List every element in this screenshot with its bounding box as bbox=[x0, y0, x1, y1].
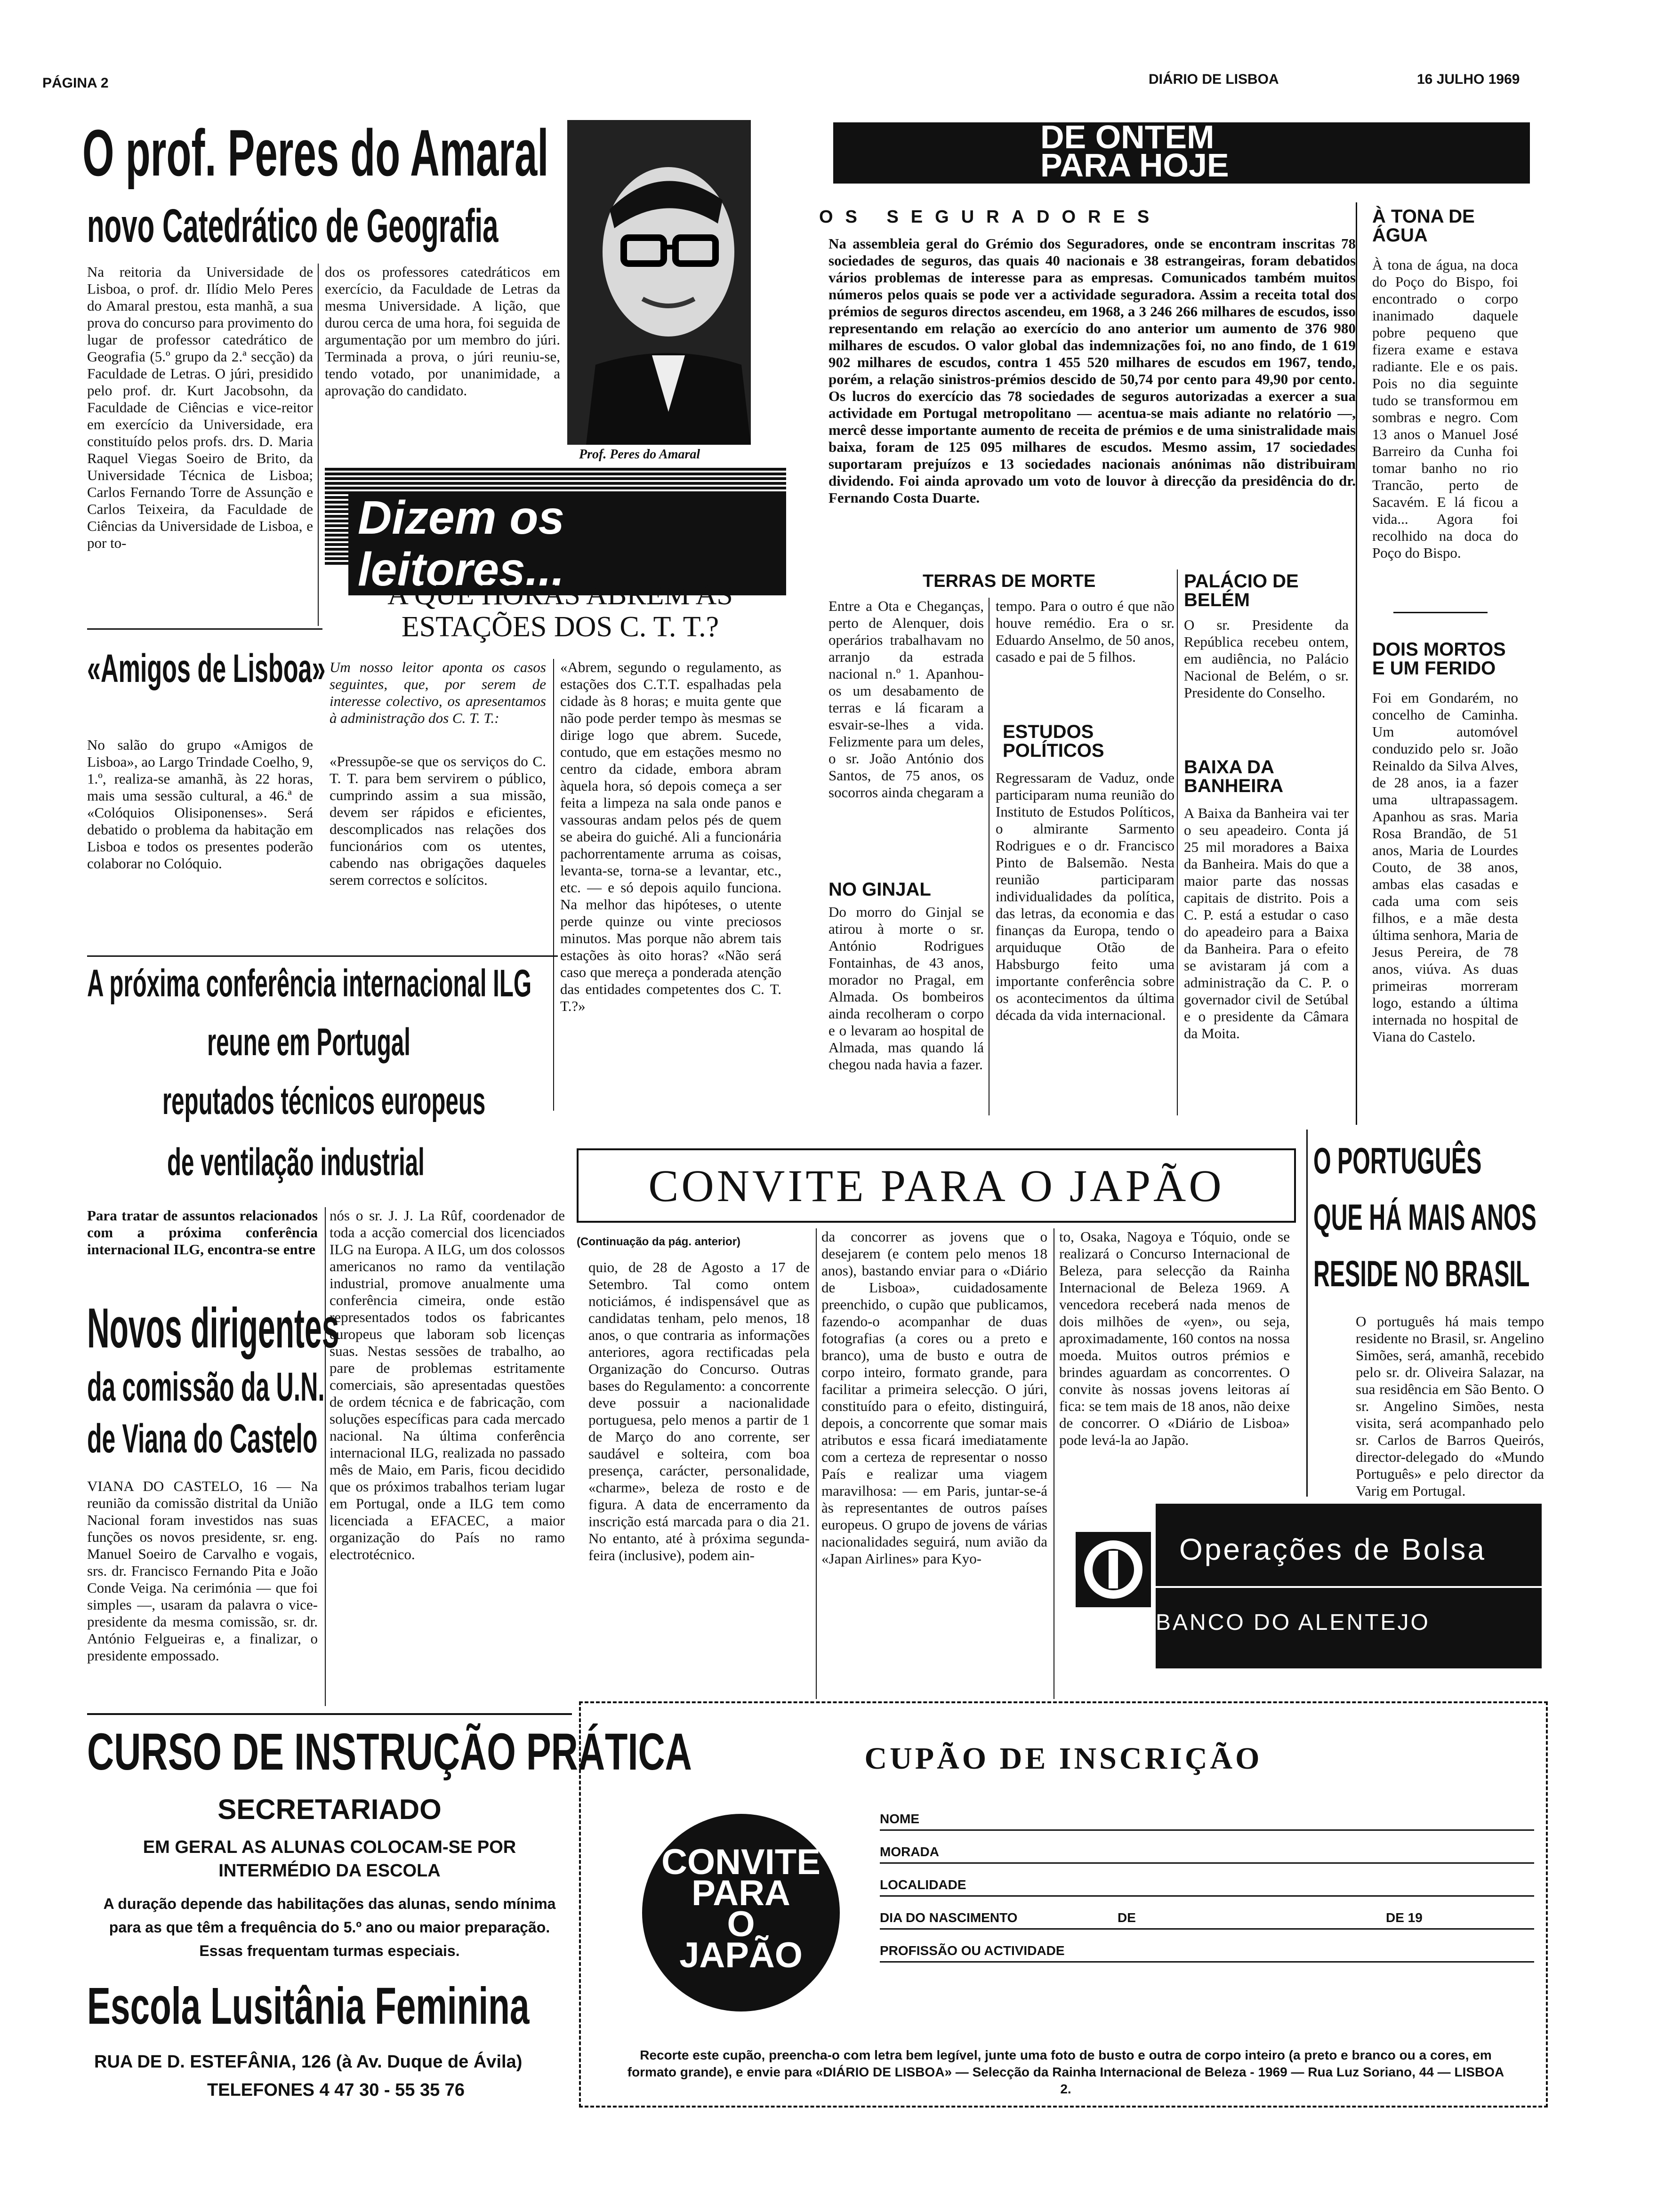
japao-continuation: (Continuação da pág. anterior) bbox=[577, 1235, 741, 1248]
seguradores-text: Na assembleia geral do Grémio dos Seguradores, onde se encontram inscritas 78 sociedades de seguros, das quais 40 nacionais e 38 estrangeiras, foram debatidos vários problemas de interesse para as empresas. Comunicados também muitos números pelos quais se pode ver a actividade seguradora. Assim a receita total dos prémios de seguros directos ascendeu, em 1968, a 3 246 266 milhares de escudos, isso representando em relação ao exercício do ano anterior um aumento de 376 980 milhares de escudos. O valor global das indemnizações foi, no ano findo, de 1 619 902 milhares de escudos, contra 1 455 520 milhares de escudos em 1967, tendo, porém, a relação sinistros-prémios descido de 50,74 por cento para 49,90 por cento. Os lucros do exercício das 78 sociedades de seguros autorizadas a exercer a sua actividade em Portugal metropolitano — acentua-se mais adiante no relatório —, mercê desse importante aumento de receita de prémios e de uma sinistralidade mais baixa, foram de 125 095 milhares de escudos. Mesmo assim, 17 sociedades suportaram prejuízos e 13 sociedades nacionais anónimas não distribuiram dividendo. Foi ainda aprovado um voto de louvor à direcção da presidência do dr. Fernando Costa Duarte. bbox=[828, 235, 1356, 506]
bolsa-title: Operações de Bolsa bbox=[1179, 1532, 1486, 1566]
cupao-logo-line-4: JAPÃO bbox=[679, 1935, 803, 1975]
ilg-headline-2: reune em Portugal bbox=[207, 1021, 410, 1064]
ilg-column-2: nós o sr. J. J. La Rûf, coordenador de toda a acção comercial dos licenciados ILG na Europa. A ILG, um dos colossos americanos no ramo da ventilação industrial, promove anualmente uma conferência cimeira, onde estão representados todos os fabricantes europeus que laboram sob licenças suas. Nestas sessões de trabalho, ao pare de problemas estritamente comerciais, são apresentadas questões de ordem técnica e de fabricação, com soluções específicas para cada mercado nacional. Na última conferência internacional ILG, realizada no passado mês de Maio, em Paris, ficou decidido que os próximos trabalhos teriam lugar em Portugal, onde a ILG tem como licenciada a EFACEC, a maior organização do País no ramo electrotécnico. bbox=[330, 1207, 565, 1563]
page-number: PÁGINA 2 bbox=[42, 75, 109, 91]
ilg-column-1: Para tratar de assuntos relacionados com a próxima conferência internacional ILG, encontra-se entre bbox=[87, 1207, 318, 1258]
terras-text-b: tempo. Para o outro é que não houve remédio. Era o sr. Eduardo Anselmo, de 50 anos, casado e pai de 5 filhos. bbox=[996, 598, 1174, 665]
amigos-headline: «Amigos de Lisboa» bbox=[87, 646, 326, 690]
leitores-headline: A QUE HORAS ABREM AS ESTAÇÕES DOS C. T. T.? bbox=[387, 579, 733, 643]
palacio-text: O sr. Presidente da República recebeu ontem, em audiência, no Palácio Nacional de Belém, o sr. Presidente do Conselho. bbox=[1184, 617, 1349, 701]
school-phones: TELEFONES 4 47 30 - 55 35 76 bbox=[207, 2080, 465, 2100]
ontem-banner bbox=[833, 119, 1530, 184]
peres-column-2: dos os professores catedráticos em exercício, da Faculdade de Letras da mesma Universidade. A lição, que durou cerca de uma hora, foi seguida de argumentação por um membro do júri. Terminada a prova, o júri reuniu-se, tendo votado, por unanimidade, a aprovação do candidato. bbox=[325, 264, 560, 399]
curso-line-2: A duração depende das habilitações das alunas, sendo mínima para as que têm a frequência do 5.º ano ou maior preparação. Essas frequentam turmas especiais. bbox=[103, 1895, 556, 1959]
peres-subheadline: novo Catedrático de Geografia bbox=[87, 200, 499, 252]
japao-column-3: to, Osaka, Nagoya e Tóquio, onde se realizará o Concurso Internacional de Beleza, para selecção da Rainha Internacional de Beleza 1969. A vencedora receberá nada menos de dois milhões de «yen», ou seja, aproximadamente, 160 contos na nossa moeda. Muitos outros prémios e brindes aguardam as concorrentes. O convite às nossas jovens leitoras aí fica: se tem mais de 18 anos, não deixe de concorrer. O «Diário de Lisboa» pode levá-la ao Japão. bbox=[1059, 1228, 1290, 1448]
portugues-headline-2: QUE HÁ MAIS ANOS bbox=[1313, 1196, 1536, 1238]
ontem-banner-line-1: DE ONTEM bbox=[1040, 119, 1215, 155]
leitores-banner-text: Dizem os leitores... bbox=[348, 492, 786, 595]
palacio-title: PALÁCIO DE BELÉM bbox=[1184, 571, 1299, 610]
field-nascimento-de: DE bbox=[1118, 1910, 1136, 1925]
ilg-headline-1: A próxima conferência internacional ILG bbox=[87, 962, 532, 1005]
dois-title: DOIS MORTOS E UM FERIDO bbox=[1372, 639, 1506, 679]
japao-title-box bbox=[577, 1148, 1296, 1223]
tona-title: À TONA DE ÁGUA bbox=[1372, 206, 1475, 246]
field-nascimento[interactable]: DIA DO NASCIMENTO bbox=[880, 1910, 1534, 1930]
estudos-title: ESTUDOS POLÍTICOS bbox=[1003, 721, 1104, 761]
school-address: RUA DE D. ESTEFÂNIA, 126 (à Av. Duque de Ávila) bbox=[94, 2052, 523, 2072]
baixa-text: A Baixa da Banheira vai ter o seu apeadeiro. Conta já 25 mil moradores a Baixa da Banheira. Mais do que a maior parte das nossas capitais de distrito. Pois a C. P. está a estudar o caso do apeadeiro para a Baixa da Banheira. Para o efeito se avistaram já com a administração da C. P. o governador civil de Setúbal e o presidente da Câmara da Moita. bbox=[1184, 805, 1349, 1042]
estudos-text: Regressaram de Vaduz, onde participaram numa reunião do Instituto de Estudos Políticos, o almirante Sarmento Rodrigues e o dr. Francisco Pinto de Balsemão. Nesta reunião participaram individualidades da política, das letras, da economia e das finanças da Europa, tendo o arquiduque Otão de Habsburgo feito uma importante conferência sobre os acontecimentos da última década da vida internacional. bbox=[996, 769, 1174, 1023]
terras-title: TERRAS DE MORTE bbox=[923, 571, 1096, 591]
portrait-caption: Prof. Peres do Amaral bbox=[579, 447, 700, 462]
japao-column-1: quio, de 28 de Agosto a 17 de Setembro. Tal como ontem noticiámos, é indispensável que as candidatas tenham, pelo menos, 18 anos, o que contraria as informações anteriores, agora rectificadas pela Organização do Concurso. Outras bases do Regulamento: a concorrente deve possuir a nacionalidade portuguesa, pelo menos a partir de 1 de Março do ano corrente, ser saudável e solteira, com boa presença, carácter, personalidade, «charme», beleza de rosto e de figura. A data de encerramento da inscrição está marcada para o dia 21. No entanto, até à próxima segunda-feira (inclusive), podem ain- bbox=[588, 1259, 810, 1563]
ginjal-text: Do morro do Ginjal se atirou à morte o sr. António Rodrigues Fontainhas, de 43 anos, morador no Pragal, em Almada. Os bombeiros ainda recolheram o corpo e o levaram ao hospital de Almada, mas quando lá chegou nada havia a fazer. bbox=[828, 904, 984, 1073]
ilg-headline-4: de ventilação industrial bbox=[167, 1141, 425, 1184]
seguradores-title: OS SEGURADORES bbox=[819, 207, 1162, 227]
field-nome[interactable]: NOME bbox=[880, 1811, 1534, 1831]
terras-text-a: Entre a Ota e Cheganças, perto de Alenquer, dois operários trabalhavam no arranjo da estrada nacional n.º 1. Apanhou-os um desabamento de terras e lá ficaram a esvair-se-lhes a vida. Felizmente para um deles, o sr. João António dos Santos, de 75 anos, os socorros ainda chegaram a bbox=[828, 598, 984, 801]
dois-text: Foi em Gondarém, no concelho de Caminha. Um automóvel conduzido pelo sr. João Reinaldo da Silva Alves, de 28 anos, ia a fazer uma ultrapassagem. Apanhou as sras. Maria Rosa Brandão, de 51 anos, Maria de Lourdes Couto, de 38 anos, ambas elas casadas e cada uma com seis filhos, e a mãe desta última senhora, Maria de Jesus Pereira, de 78 anos, viúva. As duas primeiras morreram logo, estando a última internada no hospital de Viana do Castelo. bbox=[1372, 689, 1518, 1045]
cupao-logo-line-2: PARA bbox=[692, 1873, 790, 1913]
portrait-photo bbox=[567, 120, 751, 445]
cupao-logo-line-3: O bbox=[727, 1904, 755, 1944]
ontem-banner-line-2: PARA HOJE bbox=[1040, 147, 1229, 184]
viana-headline-2: da comissão da U.N. bbox=[87, 1364, 325, 1410]
cupao-instructions: Recorte este cupão, preencha-o com letra bem legível, junte uma foto de busto e outra de corpo inteiro (a preto e branco ou a cores, em formato grande), e envie para «DIÁRIO DE LISBOA» — Selecção da Rainha Internacional de Beleza - 1969 — Rua Luz Soriano, 44 — LISBOA 2. bbox=[627, 2048, 1504, 2096]
ilg-headline-3: reputados técnicos europeus bbox=[162, 1080, 486, 1122]
viana-headline-3: de Viana do Castelo bbox=[87, 1416, 318, 1461]
peres-headline: O prof. Peres do Amaral bbox=[82, 116, 549, 190]
newspaper-name: DIÁRIO DE LISBOA bbox=[1149, 72, 1279, 87]
cupao-title: CUPÃO DE INSCRIÇÃO bbox=[864, 1741, 1263, 1776]
curso-line-1: EM GERAL AS ALUNAS COLOCAM-SE POR INTERMÉDIO DA ESCOLA bbox=[143, 1837, 516, 1881]
curso-subheadline: SECRETARIADO bbox=[217, 1794, 442, 1825]
curso-headline: CURSO DE INSTRUÇÃO PRÁTICA bbox=[87, 1723, 692, 1781]
ginjal-title: NO GINJAL bbox=[828, 879, 931, 900]
bolsa-ad bbox=[1071, 1504, 1542, 1668]
portugues-headline-3: RESIDE NO BRASIL bbox=[1313, 1253, 1530, 1294]
leitores-column-1: «Pressupõe-se que os serviços do C. T. T. para bem servirem o público, cumprindo assim a sua missão, devem ser rápidos e eficientes, descomplicados nas relações dos funcionários com os utentes, cabendo nas obrigações daqueles serem correctos e solícitos. bbox=[330, 753, 546, 888]
leitores-banner bbox=[325, 466, 786, 596]
cupao-logo bbox=[642, 1814, 840, 2012]
bolsa-logo bbox=[1071, 1504, 1156, 1668]
tona-text: À tona de água, na doca do Poço do Bispo, foi encontrado o corpo inanimado daquele pobre pequeno que fizera exame e estava radiante. Ele e os pais. Pois no dia seguinte tudo se transformou em sombras e negro. Com 13 anos o Manuel José Barreiro da Cunha foi tomar banho no rio Trancão, perto de Sacavém. E lá ficou a vida... Agora foi recolhido na doca do Poço do Bispo. bbox=[1372, 256, 1518, 561]
japao-headline: CONVITE PARA O JAPÃO bbox=[648, 1161, 1224, 1211]
portugues-text: O português há mais tempo residente no Brasil, sr. Angelino Simões, será, amanhã, recebido pelo sr. dr. Oliveira Salazar, na sua residência em São Bento. O sr. Angelino Simões, nesta visita, será acompanhado pelo sr. Carlos de Barros Queirós, director-delegado do «Mundo Português» e pelo director da Varig em Portugal. bbox=[1356, 1313, 1544, 1499]
field-morada[interactable]: MORADA bbox=[880, 1844, 1534, 1864]
leitores-intro: Um nosso leitor aponta os casos seguintes, que, por serem de interesse colectivo, os apresentamos à administração dos C. T. T.: bbox=[330, 659, 546, 726]
bolsa-bank: BANCO DO ALENTEJO bbox=[1156, 1610, 1430, 1635]
portugues-headline-1: O PORTUGUÊS bbox=[1313, 1140, 1482, 1181]
viana-headline-1: Novos dirigentes bbox=[87, 1297, 339, 1360]
viana-text: VIANA DO CASTELO, 16 — Na reunião da comissão distrital da União Nacional foram investidos nas suas funções os novos presidente, sr. eng. Manuel Soeiro de Carvalho e vogais, srs. dr. Francisco Fernando Pita e João Conde Veiga. Na cerimónia — que foi simples —, usaram da palavra o vice-presidente da mesma comissão, sr. dr. António Felgueiras e, a finalizar, o presidente empossado. bbox=[87, 1478, 318, 1664]
cupao-logo-line-1: CONVITE bbox=[661, 1842, 820, 1882]
field-profissao[interactable]: PROFISSÃO OU ACTIVIDADE bbox=[880, 1943, 1534, 1963]
cupao-box bbox=[579, 1701, 1548, 2108]
peres-column-1: Na reitoria da Universidade de Lisboa, o prof. dr. Ilídio Melo Peres do Amaral prestou, esta manhã, a sua prova do concurso para provimento do lugar de professor catedrático de Geografia (5.º grupo da 2.ª secção) da Faculdade de Letras. O júri, presidido pelo prof. dr. Kurt Jacobsohn, da Faculdade de Ciências e vice-reitor em exercício da Universidade, era constituído pelos profs. drs. D. Maria Raquel Viegas Soeiro de Brito, da Universidade Técnica de Lisboa; Carlos Fernando Torre de Assunção e Carlos Teixeira, da Faculdade de Ciências da Universidade de Lisboa, e por to- bbox=[87, 264, 313, 551]
school-name: Escola Lusitânia Feminina bbox=[87, 1977, 530, 2035]
field-localidade[interactable]: LOCALIDADE bbox=[880, 1877, 1534, 1897]
field-nascimento-year: DE 19 bbox=[1386, 1910, 1423, 1925]
baixa-title: BAIXA DA BANHEIRA bbox=[1184, 757, 1284, 796]
leitores-column-2: «Abrem, segundo o regulamento, as estações dos C.T.T. espalhadas pela cidade às 8 horas; e muita gente que não pode perder tempo às mesmas se dirige logo que abrem. Sucede, contudo, que em estações mesmo no centro da cidade, embora abram àquela hora, só depois começa a ser feita a limpeza na sala onde panos e vassouras andam pelos pés de quem se abeira do guiché. Ali a funcionária pachorrentamente arruma as coisas, levanta-se, torna-se a levantar, etc., etc. — e só depois aquilo funciona. Na melhor das hipóteses, o utente perde quinze ou vinte preciosos minutos. Mas porque não abrem tais estações às oito horas? «Não será caso que mereça a ponderada atenção das entidades competentes dos C. T. T.?» bbox=[560, 659, 781, 1014]
amigos-text: No salão do grupo «Amigos de Lisboa», ao Largo Trindade Coelho, 9, 1.º, realiza-se amanhã, às 22 horas, mais uma sessão cultural, a 46.ª de «Colóquios Olisiponenses». Será debatido o problema da habitação em Lisboa e todos os presentes poderão colaborar no Colóquio. bbox=[87, 737, 313, 872]
issue-date: 16 JULHO 1969 bbox=[1417, 72, 1520, 87]
japao-column-2: da concorrer as jovens que o desejarem (e contem pelo menos 18 anos), bastando enviar para o «Diário de Lisboa», cuidadosamente preenchido, o cupão que publicamos, fazendo-o acompanhar de duas fotografias (a cores ou a preto e branco), uma de busto e outra de corpo inteiro, formato grande, para facilitar a primeira selecção. O júri, constituído para o efeito, distinguirá, depois, a concorrente que somar mais atributos e essa ficará imediatamente com a certeza de representar o nosso País e realizar uma viagem maravilhosa: — em Paris, juntar-se-á às representantes de outros países europeus. O grupo de jovens de várias nacionalidades seguirá, num avião da «Japan Airlines» para Kyo- bbox=[821, 1228, 1047, 1567]
